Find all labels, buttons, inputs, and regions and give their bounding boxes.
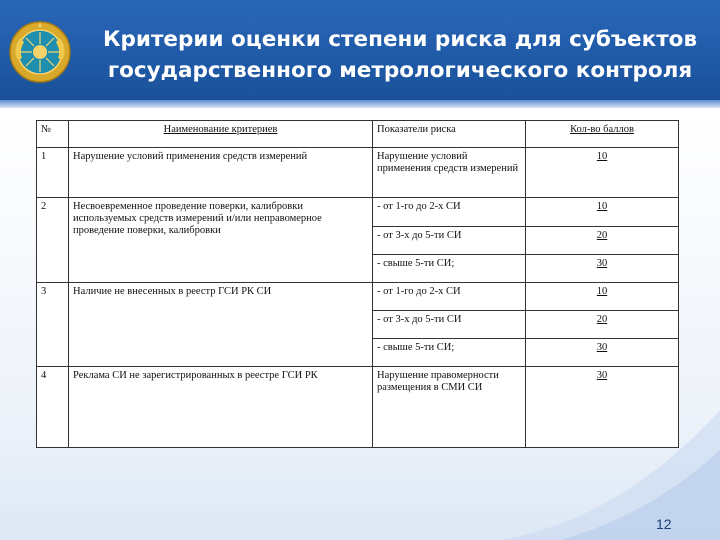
row-num: 1 bbox=[37, 148, 69, 198]
slide-title bbox=[80, 24, 720, 86]
risk-indicator: - от 3-х до 5-ти СИ bbox=[373, 226, 526, 254]
header-risk-indicator: Показатели риска bbox=[373, 121, 526, 148]
header-num: № bbox=[37, 121, 69, 148]
row-num: 2 bbox=[37, 198, 69, 283]
row-criteria: Нарушение условий применения средств измерений bbox=[69, 148, 373, 198]
row-num: 3 bbox=[37, 282, 69, 367]
risk-indicator: - свыше 5-ти СИ; bbox=[373, 339, 526, 367]
page-number: 12 bbox=[656, 516, 672, 532]
points-value: 30 bbox=[526, 339, 679, 367]
points-value: 30 bbox=[526, 254, 679, 282]
slide-header bbox=[0, 0, 720, 108]
risk-indicator: - от 1-го до 2-х СИ bbox=[373, 282, 526, 310]
risk-indicator: - от 3-х до 5-ти СИ bbox=[373, 311, 526, 339]
table-row bbox=[37, 198, 679, 226]
table-header-row bbox=[37, 121, 679, 148]
risk-indicator: - свыше 5-ти СИ; bbox=[373, 254, 526, 282]
table-row bbox=[37, 148, 679, 198]
points-value: 20 bbox=[526, 226, 679, 254]
risk-indicator: Нарушение правомерности размещения в СМИ СИ bbox=[373, 367, 526, 448]
row-criteria: Несвоевременное проведение поверки, калибровки используемых средств измерений и/или неправомерное проведение поверки, калибровки bbox=[69, 198, 373, 283]
kazakhstan-state-emblem-icon bbox=[8, 20, 72, 84]
row-num: 4 bbox=[37, 367, 69, 448]
points-value: 20 bbox=[526, 311, 679, 339]
criteria-table bbox=[36, 120, 679, 448]
table-row bbox=[37, 282, 679, 310]
title-line-2: государственного метрологического контроля bbox=[107, 58, 693, 83]
points-value: 10 bbox=[526, 148, 679, 198]
header-stripe bbox=[0, 100, 720, 108]
points-value: 10 bbox=[526, 198, 679, 226]
table-row bbox=[37, 367, 679, 448]
title-line-1: Критерии оценки степени риска для субъектов bbox=[102, 27, 698, 52]
risk-indicator: - от 1-го до 2-х СИ bbox=[373, 198, 526, 226]
risk-indicator: Нарушение условий применения средств измерений bbox=[373, 148, 526, 198]
points-value: 30 bbox=[526, 367, 679, 448]
header-points: Кол-во баллов bbox=[526, 121, 679, 148]
row-criteria: Реклама СИ не зарегистрированных в реестре ГСИ РК bbox=[69, 367, 373, 448]
header-criteria-name: Наименование критериев bbox=[69, 121, 373, 148]
points-value: 10 bbox=[526, 282, 679, 310]
row-criteria: Наличие не внесенных в реестр ГСИ РК СИ bbox=[69, 282, 373, 367]
